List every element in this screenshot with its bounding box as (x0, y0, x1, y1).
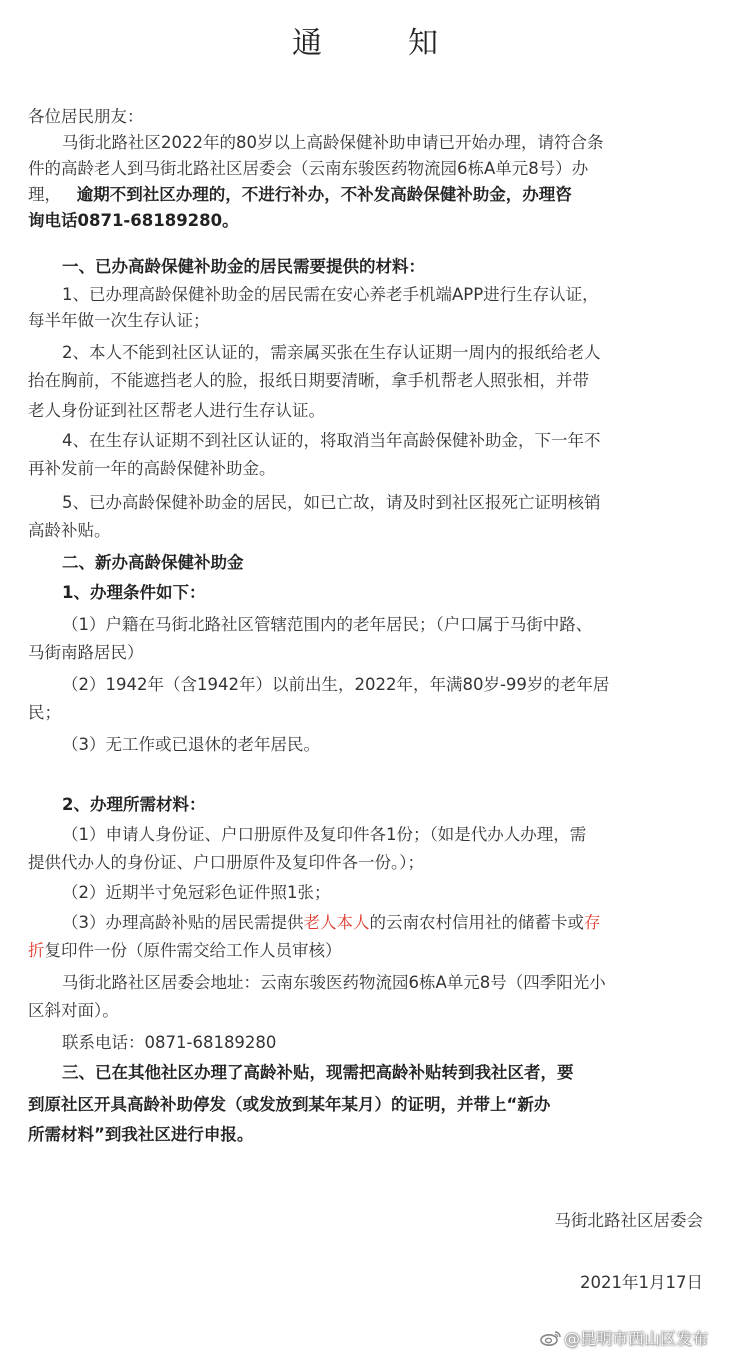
material-1-line2: 提供代办人的身份证、户口册原件及复印件各一份。）； (28, 853, 424, 872)
section1-item2-line3: 老人身份证到社区帮老人进行生存认证。 (28, 401, 325, 420)
materials-heading: 2、办理所需材料： (62, 795, 206, 814)
material-3-highlight-elder: 老人本人 (303, 913, 370, 932)
material-3-highlight-passbook-end: 折 (28, 941, 45, 960)
section1-item2-line1: 2、本人不能到社区认证的，需亲属买张在生存认证期一周内的报纸给老人 (62, 343, 601, 362)
intro-line-1: 马街北路社区2022年的80岁以上高龄保健补助申请已开始办理，请符合条 (62, 133, 604, 152)
material-3-text-b: 的云南农村信用社的储蓄卡或 (369, 913, 584, 932)
material-3-line1 (28, 910, 703, 936)
intro-line-3-plain: 理， (28, 185, 61, 204)
issue-date: 2021年1月17日 (580, 1273, 703, 1292)
material-3-line2 (28, 938, 703, 964)
office-address-line2: 区斜对面）。 (28, 1001, 119, 1020)
section1-item2-line2: 抬在胸前，不能遮挡老人的脸，报纸日期要清晰，拿手机帮老人照张相，并带 (28, 371, 589, 390)
intro-line-4: 询电话0871-68189280。 (28, 211, 239, 230)
office-address-line1: 马街北路社区居委会地址：云南东骏医药物流园6栋A单元8号（四季阳光小 (62, 973, 606, 992)
section1-item4-line1: 4、在生存认证期不到社区认证的，将取消当年高龄保健补助金，下一年不 (62, 431, 601, 450)
condition-3: （3）无工作或已退休的老年居民。 (62, 735, 320, 754)
signature: 马街北路社区居委会 (554, 1211, 703, 1230)
material-2: （2）近期半寸免冠彩色证件照1张； (62, 883, 331, 902)
condition-2-line1: （2）1942年（含1942年）以前出生，2022年，年满80岁-99岁的老年居 (62, 675, 610, 694)
section1-item5-line1: 5、已办高龄保健补助金的居民，如已亡故，请及时到社区报死亡证明核销 (62, 493, 601, 512)
section3-line3: 所需材料”到我社区进行申报。 (28, 1125, 254, 1144)
conditions-heading: 1、办理条件如下： (62, 583, 206, 602)
condition-1-line1: （1）户籍在马街北路社区管辖范围内的老年居民；（户口属于马街中路、 (62, 615, 593, 634)
watermark-text: @昆明市西山区发布 (563, 1329, 708, 1348)
section1-item1-line2: 每半年做一次生存认证； (28, 311, 210, 330)
section3-line1: 三、已在其他社区办理了高龄补贴，现需把高龄补贴转到我社区者，要 (62, 1063, 574, 1082)
intro-line-2: 件的高龄老人到马街北路社区居委会（云南东骏医药物流园6栋A单元8号）办 (28, 159, 589, 178)
material-3-text-a: （3）办理高龄补贴的居民需提供 (62, 913, 304, 932)
section3-line2: 到原社区开具高龄补助停发（或发放到某年某月）的证明，并带上“新办 (28, 1095, 551, 1114)
greeting: 各位居民朋友： (28, 107, 144, 126)
material-3-line2-text: 复印件一份（原件需交给工作人员审核） (44, 941, 342, 960)
contact-phone: 联系电话：0871-68189280 (62, 1033, 277, 1052)
condition-2-line2: 民； (28, 703, 61, 722)
section1-item4-line2: 再补发前一年的高龄保健补助金。 (28, 459, 276, 478)
weibo-icon (540, 1330, 562, 1346)
material-1-line1: （1）申请人身份证、户口册原件及复印件各1份；（如是代办人办理，需 (62, 825, 587, 844)
material-3-highlight-passbook-start: 存 (584, 913, 601, 932)
watermark (540, 1328, 708, 1350)
section1-heading: 一、已办高龄保健补助金的居民需要提供的材料： (62, 257, 425, 276)
condition-1-line2: 马街南路居民） (28, 643, 144, 662)
page-title: 通 知 (292, 26, 466, 61)
section1-item5-line2: 高龄补贴。 (28, 521, 111, 540)
section2-heading: 二、新办高龄保健补助金 (62, 553, 244, 572)
section1-item1-line1: 1、已办理高龄保健补助金的居民需在安心养老手机端APP进行生存认证， (62, 285, 599, 304)
intro-line-3-bold: 逾期不到社区办理的，不进行补办，不补发高龄保健补助金，办理咨 (76, 185, 572, 204)
intro-line-3 (28, 182, 703, 208)
